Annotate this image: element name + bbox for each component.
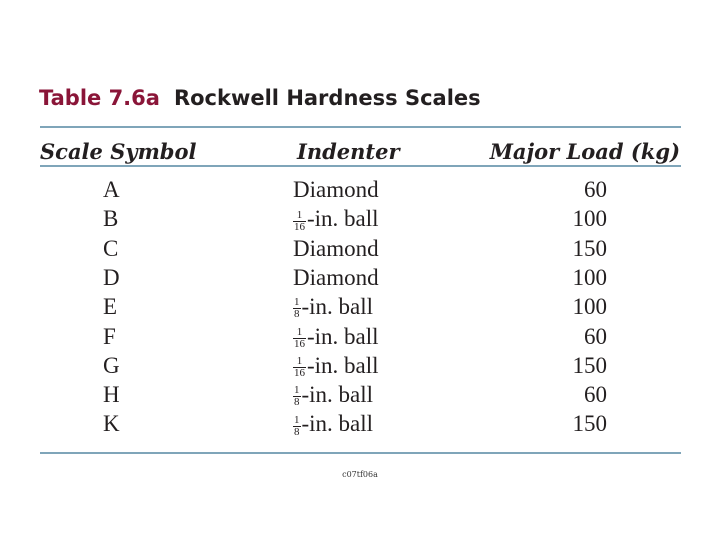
major-load-cell: 100	[572, 294, 607, 320]
indenter-text: -in. ball	[301, 382, 374, 408]
indenter-text: Diamond	[293, 235, 379, 261]
table-row	[0, 294, 720, 323]
table-row	[0, 265, 720, 294]
scale-symbol-cell: A	[103, 177, 120, 202]
fraction	[293, 356, 306, 379]
major-load-cell: 150	[572, 235, 607, 261]
major-load-cell: 100	[572, 264, 607, 290]
fraction	[293, 297, 301, 320]
indenter-cell	[293, 382, 373, 408]
table-row	[0, 177, 720, 206]
fraction-denominator: 16	[294, 367, 305, 380]
major-load-cell: 150	[572, 411, 607, 437]
image-caption: c07tf06a	[342, 470, 378, 479]
table-row	[0, 411, 720, 440]
scale-symbol-cell: C	[103, 235, 119, 261]
fraction-numerator: 1	[294, 413, 300, 426]
fraction-denominator: 16	[294, 337, 305, 350]
major-load-cell: 60	[584, 177, 607, 202]
indenter-cell	[293, 177, 379, 203]
indenter-text: -in. ball	[301, 294, 374, 320]
major-load-cell: 60	[584, 323, 607, 349]
scale-symbol-cell: G	[103, 352, 120, 378]
table-row	[0, 206, 720, 235]
fraction-numerator: 1	[293, 356, 306, 368]
fraction	[293, 210, 306, 233]
scale-symbol-cell: E	[103, 294, 118, 320]
scale-symbol-cell: F	[103, 323, 116, 349]
indenter-text: -in. ball	[301, 411, 374, 437]
header-indenter: Indenter	[297, 139, 400, 164]
header-scale-symbol: Scale Symbol	[40, 139, 197, 164]
table-row	[0, 236, 720, 265]
indenter-cell	[293, 294, 373, 320]
fraction-denominator: 16	[294, 220, 305, 233]
indenter-cell	[293, 353, 379, 379]
scale-symbol-cell: B	[103, 206, 119, 232]
indenter-text: -in. ball	[307, 323, 379, 349]
fraction-numerator: 1	[294, 296, 300, 309]
major-load-cell: 100	[572, 206, 607, 232]
table-row	[0, 324, 720, 353]
fraction-denominator: 8	[294, 396, 300, 409]
fraction-numerator: 1	[293, 210, 306, 222]
indenter-text: Diamond	[293, 177, 379, 202]
fraction-denominator: 8	[294, 308, 300, 321]
major-load-cell: 150	[572, 352, 607, 378]
table-title	[39, 86, 481, 110]
indenter-text: -in. ball	[307, 206, 379, 232]
indenter-cell	[293, 324, 379, 350]
table-name: Rockwell Hardness Scales	[173, 86, 481, 110]
scale-symbol-cell: D	[103, 264, 120, 290]
indenter-text: -in. ball	[307, 352, 379, 378]
indenter-cell	[293, 265, 379, 291]
top-rule	[40, 126, 681, 128]
indenter-text: Diamond	[293, 264, 379, 290]
major-load-cell: 60	[584, 382, 607, 408]
fraction-denominator: 8	[294, 425, 300, 438]
fraction	[293, 327, 306, 350]
fraction	[293, 415, 301, 438]
header-major-load: Major Load (kg)	[489, 139, 680, 164]
indenter-cell	[293, 206, 379, 232]
indenter-cell	[293, 411, 373, 437]
bottom-rule	[40, 452, 681, 454]
table-number: Table 7.6a	[39, 86, 160, 110]
header-rule	[40, 165, 681, 167]
scale-symbol-cell: H	[103, 382, 120, 408]
fraction-numerator: 1	[294, 384, 300, 397]
fraction-numerator: 1	[293, 327, 306, 339]
scale-symbol-cell: K	[103, 411, 120, 437]
indenter-cell	[293, 236, 379, 262]
fraction	[293, 385, 301, 408]
table-row	[0, 353, 720, 382]
table-row	[0, 382, 720, 411]
